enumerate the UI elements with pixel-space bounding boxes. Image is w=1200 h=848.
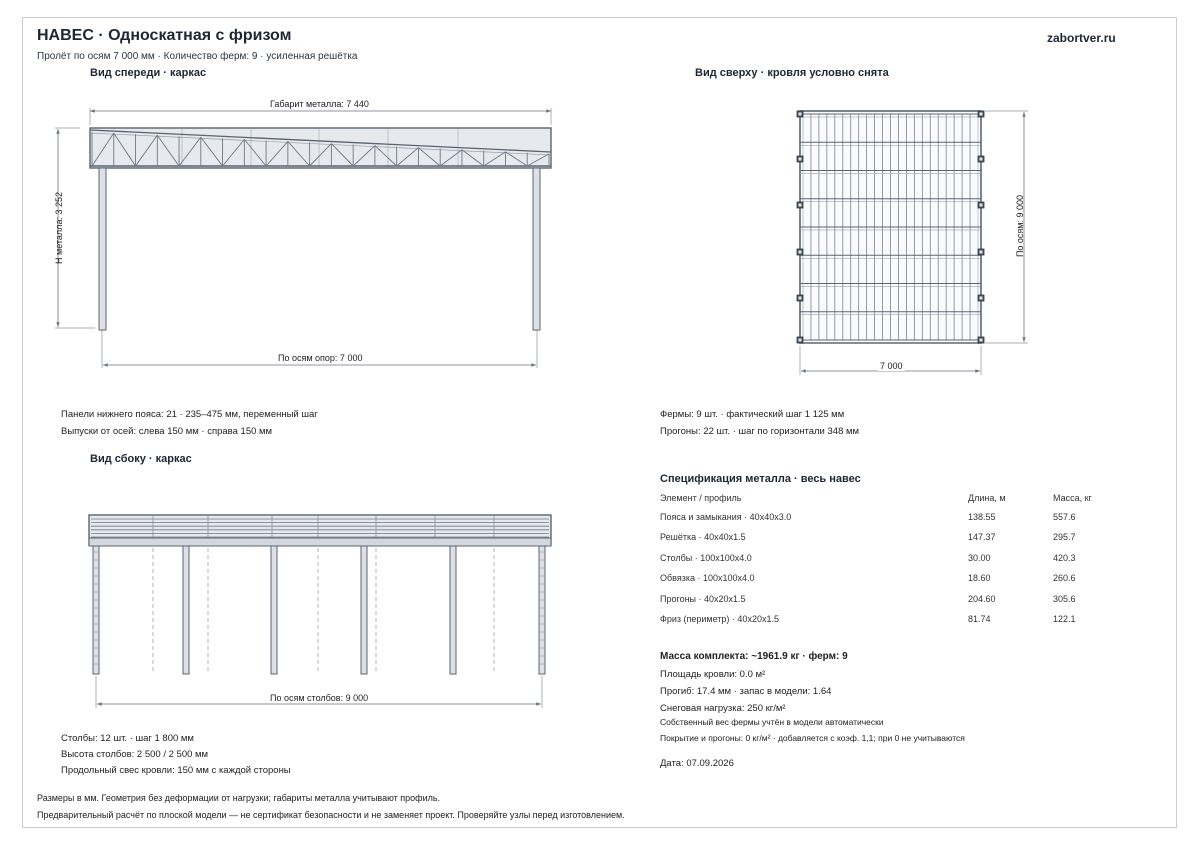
spec-header-row: [660, 493, 1120, 505]
spec-cell-length: 81.74: [968, 614, 991, 624]
table-row: [660, 532, 1120, 544]
top-post-marker-core: [799, 251, 802, 254]
table-row: [660, 573, 1120, 585]
top-post-marker-core: [980, 158, 983, 161]
spec-cover-load: Покрытие и прогоны: 0 кг/м² · добавляется с коэф. 1,1; при 0 не учитываются: [660, 733, 965, 743]
top-post-marker-core: [799, 204, 802, 207]
front-dim-axes-line-arrow: [531, 363, 536, 366]
front-note-panels: Панели нижнего пояса: 21 · 235–475 мм, переменный шаг: [61, 409, 318, 420]
top-post-marker-core: [799, 297, 802, 300]
top-view-title: Вид сверху · кровля условно снята: [695, 67, 889, 79]
front-note-overhang: Выпуски от осей: слева 150 мм · справа 150 мм: [61, 426, 273, 437]
spec-cell-length: 18.60: [968, 573, 991, 583]
side-note-height: Высота столбов: 2 500 / 2 500 мм: [61, 749, 209, 760]
spec-cell-mass: 305.6: [1053, 594, 1076, 604]
top-dim-width: 7 000: [880, 361, 903, 371]
spec-cell-element: Пояса и замыкания · 40x40x3.0: [660, 512, 792, 522]
spec-cell-element: Фриз (периметр) · 40x20x1.5: [660, 614, 779, 624]
side-view-title: Вид сбоку · каркас: [90, 453, 192, 465]
spec-cell-mass: 295.7: [1053, 532, 1076, 542]
spec-self-weight: Собственный вес фермы учтён в модели автоматически: [660, 717, 884, 727]
top-view-drawing: [797, 111, 1028, 375]
site-link[interactable]: zabortver.ru: [1047, 31, 1116, 45]
table-row: [660, 512, 1120, 524]
spec-cell-element: Прогоны · 40x20x1.5: [660, 594, 746, 604]
front-dim-width-line-arrow: [546, 109, 551, 112]
spec-cell-length: 138.55: [968, 512, 996, 522]
top-dim-length-line-arrow: [1022, 112, 1025, 117]
side-dim-axes-line-arrow: [97, 702, 102, 705]
side-post: [93, 546, 99, 674]
top-post-marker-core: [980, 113, 983, 116]
spec-total-mass: Масса комплекта: ~1961.9 кг · ферм: 9: [660, 651, 848, 662]
side-post: [361, 546, 367, 674]
spec-cell-element: Столбы · 100x100x4.0: [660, 553, 752, 563]
spec-header-element: Элемент / профиль: [660, 493, 742, 503]
top-post-marker-core: [799, 158, 802, 161]
footer-note-disclaimer: Предварительный расчёт по плоской модели — не сертификат безопасности и не заменяет проект. Проверяйте узлы перед изготовлением.: [37, 810, 625, 820]
spec-cell-element: Обвязка · 100x100x4.0: [660, 573, 755, 583]
top-dim-length-line-arrow: [1022, 337, 1025, 342]
spec-cell-length: 204.60: [968, 594, 996, 604]
top-post-marker-core: [980, 297, 983, 300]
table-row: [660, 594, 1120, 606]
front-post-left: [99, 168, 106, 330]
spec-cell-element: Решётка · 40x40x1.5: [660, 532, 746, 542]
top-post-marker-core: [799, 339, 802, 342]
side-post: [450, 546, 456, 674]
spec-cell-mass: 122.1: [1053, 614, 1076, 624]
table-row: [660, 614, 1120, 626]
spec-header-mass: Масса, кг: [1053, 493, 1092, 503]
side-post: [271, 546, 277, 674]
spec-deflection: Прогиб: 17.4 мм · запас в модели: 1.64: [660, 686, 832, 697]
top-post-marker-core: [980, 251, 983, 254]
top-note-purlins: Прогоны: 22 шт. · шаг по горизонтали 348 мм: [660, 426, 860, 437]
front-post-right: [533, 168, 540, 330]
top-post-marker-core: [980, 204, 983, 207]
top-dim-width-line-arrow: [975, 369, 980, 372]
spec-title: Спецификация металла · весь навес: [660, 473, 861, 485]
side-dim-axes-line-arrow: [536, 702, 541, 705]
spec-roof-area: Площадь кровли: 0.0 м²: [660, 669, 766, 680]
front-dim-width-line-arrow: [90, 109, 95, 112]
front-dim-axes: По осям опор: 7 000: [278, 353, 363, 363]
top-dim-width-line-arrow: [801, 369, 806, 372]
front-dim-height: H металла: 3 252: [54, 192, 64, 264]
spec-cell-mass: 557.6: [1053, 512, 1076, 522]
spec-date: Дата: 07.09.2026: [660, 758, 734, 769]
front-view-drawing: [55, 108, 551, 368]
top-dim-length: По осям: 9 000: [1015, 194, 1025, 258]
front-dim-height-line-arrow: [56, 322, 59, 327]
spec-cell-mass: 260.6: [1053, 573, 1076, 583]
front-view-title: Вид спереди · каркас: [90, 67, 207, 79]
page-title: НАВЕС · Односкатная с фризом: [37, 27, 292, 44]
top-note-trusses: Фермы: 9 шт. · фактический шаг 1 125 мм: [660, 409, 845, 420]
side-view-drawing: [89, 515, 551, 708]
spec-snow-load: Снеговая нагрузка: 250 кг/м²: [660, 703, 786, 714]
spec-cell-mass: 420.3: [1053, 553, 1076, 563]
top-post-marker-core: [980, 339, 983, 342]
front-dim-width: Габарит металла: 7 440: [270, 99, 369, 109]
footer-note-dimensions: Размеры в мм. Геометрия без деформации от нагрузки; габариты металла учитывают профиль.: [37, 793, 441, 803]
spec-header-length: Длина, м: [968, 493, 1006, 503]
side-dim-axes: По осям столбов: 9 000: [270, 693, 369, 703]
side-note-posts: Столбы: 12 шт. · шаг 1 800 мм: [61, 733, 194, 744]
table-row: [660, 553, 1120, 565]
spec-cell-length: 147.37: [968, 532, 996, 542]
top-post-marker-core: [799, 113, 802, 116]
front-dim-height-line-arrow: [56, 129, 59, 134]
spec-cell-length: 30.00: [968, 553, 991, 563]
side-post: [539, 546, 545, 674]
page-subtitle: Пролёт по осям 7 000 мм · Количество ферм: 9 · усиленная решётка: [37, 51, 358, 62]
front-frieze-panel: [90, 128, 551, 168]
front-dim-axes-line-arrow: [103, 363, 108, 366]
side-bottom-beam: [89, 538, 551, 546]
side-post: [183, 546, 189, 674]
side-note-overhang: Продольный свес кровли: 150 мм с каждой стороны: [61, 765, 291, 776]
